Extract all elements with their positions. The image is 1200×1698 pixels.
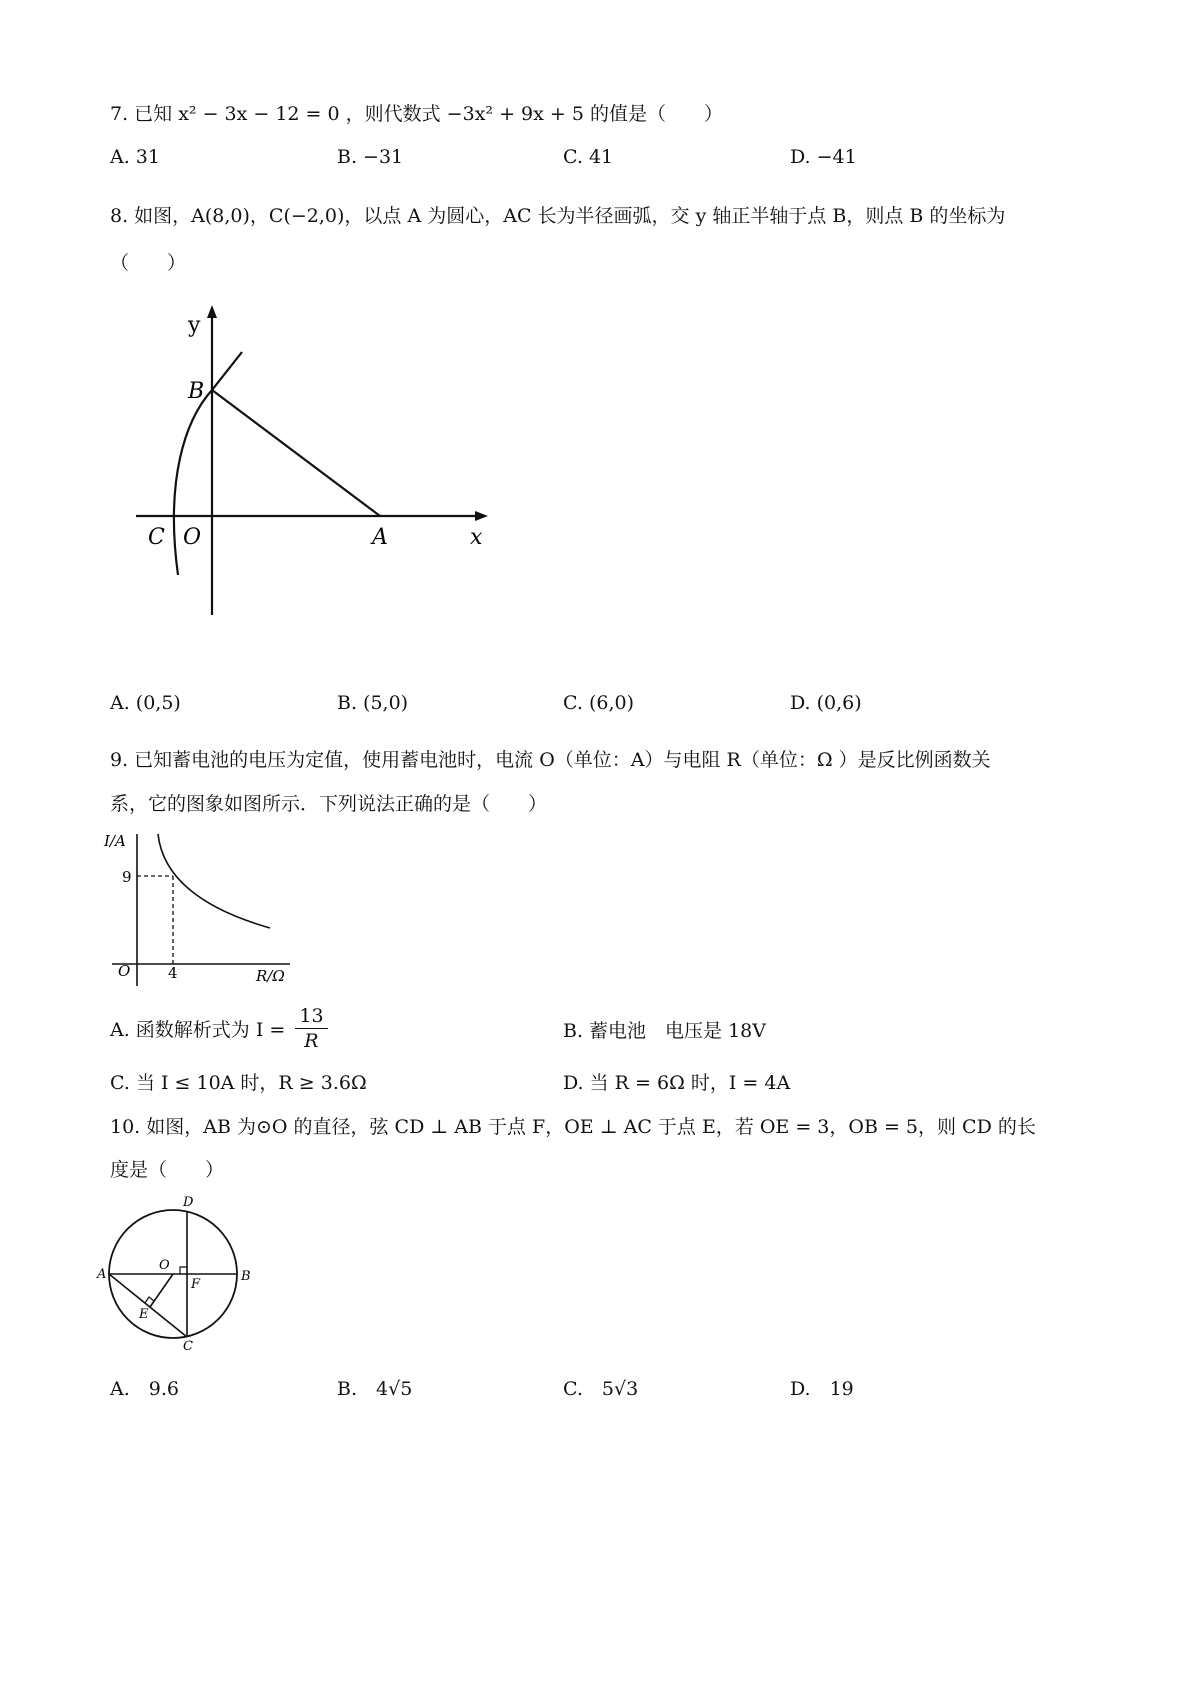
q10-right-angle-f	[180, 1267, 187, 1274]
q8-label-o: O	[183, 525, 202, 550]
q9-stem-line1: 9. 已知蓄电池的电压为定值，使用蓄电池时，电流 O（单位：A）与电阻 R（单位：Ω ）是反比例函数关	[110, 749, 991, 771]
q10-option-a: A. 9.6	[110, 1378, 179, 1400]
q10-label-d: D	[183, 1195, 194, 1210]
q7-option-d: D. −41	[790, 146, 857, 168]
q9-option-a-fraction	[295, 1004, 327, 1053]
q10-stem-line2: 度是（ ）	[110, 1159, 225, 1181]
q9-label-x-tick: 4	[168, 964, 178, 982]
q7-option-c: C. 41	[563, 146, 614, 168]
q8-option-b: B. (5,0)	[337, 692, 409, 714]
q8-segment-ab	[212, 390, 380, 516]
q8-label-b: B	[188, 379, 205, 404]
q7-option-b: B. −31	[337, 146, 404, 168]
q9-figure	[100, 828, 300, 993]
q9-option-d: D. 当 R = 6Ω 时，I = 4A	[563, 1072, 791, 1094]
q9-label-x-axis: R/Ω	[256, 967, 285, 985]
q8-option-a: A. (0,5)	[110, 692, 181, 714]
q10-options	[110, 1374, 1100, 1414]
q8-option-c: C. (6,0)	[563, 692, 634, 714]
q7-option-a: A. 31	[110, 146, 160, 168]
q7-stem: 7. 已知 x² − 3x − 12 = 0 ，则代数式 −3x² + 9x + 5 的值是（ ）	[110, 103, 723, 125]
q9-label-origin: O	[118, 962, 131, 980]
q10-label-f: F	[191, 1277, 201, 1292]
q8-x-arrow	[475, 511, 488, 521]
q9-label-y-tick: 9	[122, 868, 132, 886]
q9-options-row1	[110, 1004, 1100, 1060]
q10-option-c: C. 5√3	[563, 1378, 639, 1400]
q9-label-y-axis: I/A	[104, 832, 126, 850]
q10-option-b: B. 4√5	[337, 1378, 413, 1400]
q9-options-row2	[110, 1068, 1100, 1108]
q10-segment-ac	[109, 1274, 187, 1337]
q9-option-a-numerator: 13	[295, 1004, 327, 1029]
q10-label-a: A	[97, 1267, 107, 1282]
q10-label-e: E	[139, 1307, 149, 1322]
q8-label-a: A	[372, 525, 388, 550]
q9-option-a-prefix: A. 函数解析式为 I =	[110, 1019, 286, 1041]
q8-figure	[130, 300, 500, 625]
q8-stem-line1: 8. 如图，A(8,0)，C(−2,0)，以点 A 为圆心，AC 长为半径画弧，交 y 轴正半轴于点 B，则点 B 的坐标为	[110, 205, 1006, 227]
q8-stem-line2: （ ）	[110, 252, 187, 274]
q8-label-y: y	[188, 313, 201, 338]
q10-stem-line1: 10. 如图，AB 为⊙O 的直径，弦 CD ⊥ AB 于点 F，OE ⊥ AC 于点 E，若 OE = 3，OB = 5，则 CD 的长	[110, 1116, 1036, 1138]
q10-figure	[95, 1192, 265, 1352]
q9-stem-line2: 系，它的图象如图所示．下列说法正确的是（ ）	[110, 793, 548, 815]
q10-segment-oe	[150, 1274, 173, 1307]
q9-option-a	[110, 1004, 332, 1053]
q10-label-c: C	[183, 1339, 193, 1352]
q9-option-a-denominator: R	[304, 1030, 319, 1052]
q7-options	[110, 146, 1100, 186]
q8-label-x: x	[470, 525, 483, 550]
q8-options	[110, 692, 1100, 732]
q10-label-o: O	[159, 1258, 170, 1273]
q10-label-b: B	[241, 1269, 251, 1284]
q10-option-d: D. 19	[790, 1378, 854, 1400]
q9-option-b: B. 蓄电池 电压是 18V	[563, 1020, 766, 1042]
q9-option-c: C. 当 I ≤ 10A 时，R ≥ 3.6Ω	[110, 1072, 367, 1094]
q9-curve	[158, 834, 270, 928]
q8-option-d: D. (0,6)	[790, 692, 862, 714]
q8-y-arrow	[207, 305, 217, 318]
q8-label-c: C	[148, 525, 165, 550]
